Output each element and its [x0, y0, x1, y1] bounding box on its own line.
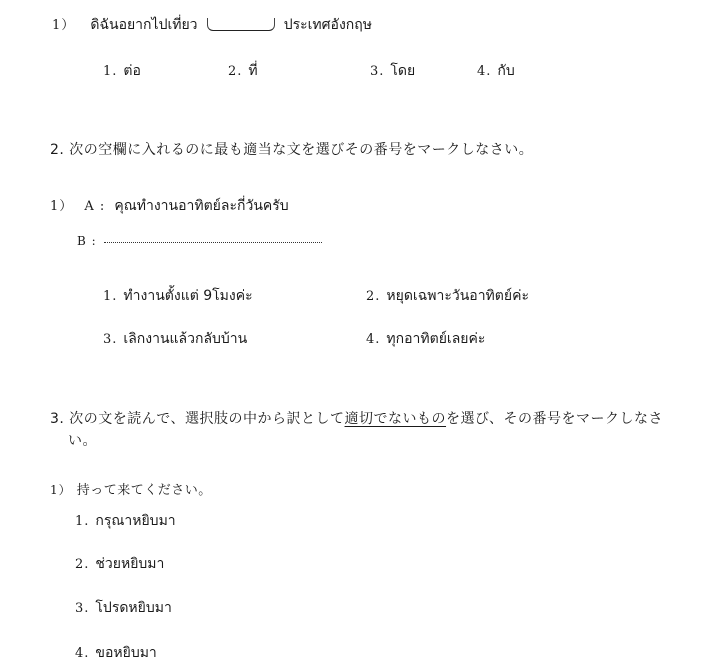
section3-option-3	[75, 597, 172, 619]
option-number: 2.	[366, 289, 381, 304]
q1-sentence-before: ดิฉันอยากไปเที่ยว	[90, 17, 198, 33]
option-number: 3.	[370, 64, 385, 79]
option-text: กับ	[497, 63, 515, 79]
section3-option-2	[75, 553, 164, 575]
option-text: หยุดเฉพาะวันอาทิตย์ค่ะ	[386, 288, 529, 304]
section3-question-text: 持って来てください。	[76, 483, 212, 498]
section2-option-1	[103, 285, 253, 307]
section3-heading-part2: を選び、その番号をマークしなさ	[446, 411, 663, 427]
q1-option-4	[477, 60, 515, 82]
speaker-a-label: A :	[84, 199, 106, 214]
section3-heading-underlined: 適切でないもの	[344, 411, 447, 427]
section3-option-1	[75, 510, 176, 532]
option-text: ที่	[248, 63, 258, 79]
option-number: 2.	[75, 557, 90, 572]
section3-option-4	[75, 642, 157, 664]
q1-sentence	[52, 14, 372, 36]
option-text: ขอหยิบมา	[95, 645, 157, 661]
option-text: ทุกอาทิตย์เลยค่ะ	[386, 331, 486, 347]
speaker-a-line: คุณทำงานอาทิตย์ละกี่วันครับ	[114, 198, 289, 214]
q1-option-1	[103, 60, 141, 82]
speaker-b-label: B :	[77, 234, 97, 248]
section2-option-3	[103, 328, 247, 350]
section3-heading-line2: い。	[68, 433, 97, 449]
section2-question-number: 1）	[50, 199, 74, 214]
section2-option-2	[366, 285, 529, 307]
option-number: 2.	[228, 64, 243, 79]
section2-question-line-b	[77, 230, 322, 249]
section3-question-number: 1）	[50, 483, 72, 497]
option-text: โดย	[390, 63, 416, 79]
section3-heading-part1: 3. 次の文を読んで、選択肢の中から訳として	[50, 411, 345, 427]
q1-blank	[207, 18, 275, 31]
option-number: 4.	[477, 64, 492, 79]
option-number: 1.	[103, 289, 118, 304]
option-number: 1.	[75, 514, 90, 529]
q1-option-3	[370, 60, 415, 82]
option-text: เลิกงานแล้วกลับบ้าน	[123, 331, 248, 347]
q1-number: 1）	[52, 18, 76, 33]
q1-option-2	[228, 60, 258, 82]
option-number: 3.	[103, 332, 118, 347]
option-text: ช่วยหยิบมา	[95, 556, 165, 572]
option-text: ต่อ	[123, 63, 141, 79]
section3-heading	[50, 408, 663, 428]
option-number: 4.	[366, 332, 381, 347]
option-text: โปรดหยิบมา	[95, 600, 172, 616]
option-number: 3.	[75, 601, 90, 616]
section2-option-4	[366, 328, 485, 350]
option-number: 1.	[103, 64, 118, 79]
section2-question-line-a	[50, 195, 289, 217]
option-text: ทำงานตั้งแต่ 9โมงค่ะ	[123, 288, 253, 304]
q1-sentence-after: ประเทศอังกฤษ	[283, 17, 372, 33]
section2-heading: 2. 次の空欄に入れるのに最も適当な文を選びその番号をマークしなさい。	[50, 142, 534, 158]
option-text: กรุณาหยิบมา	[95, 513, 176, 529]
answer-blank-dotted-line	[104, 242, 322, 243]
option-number: 4.	[75, 646, 90, 661]
section3-question	[50, 479, 212, 498]
